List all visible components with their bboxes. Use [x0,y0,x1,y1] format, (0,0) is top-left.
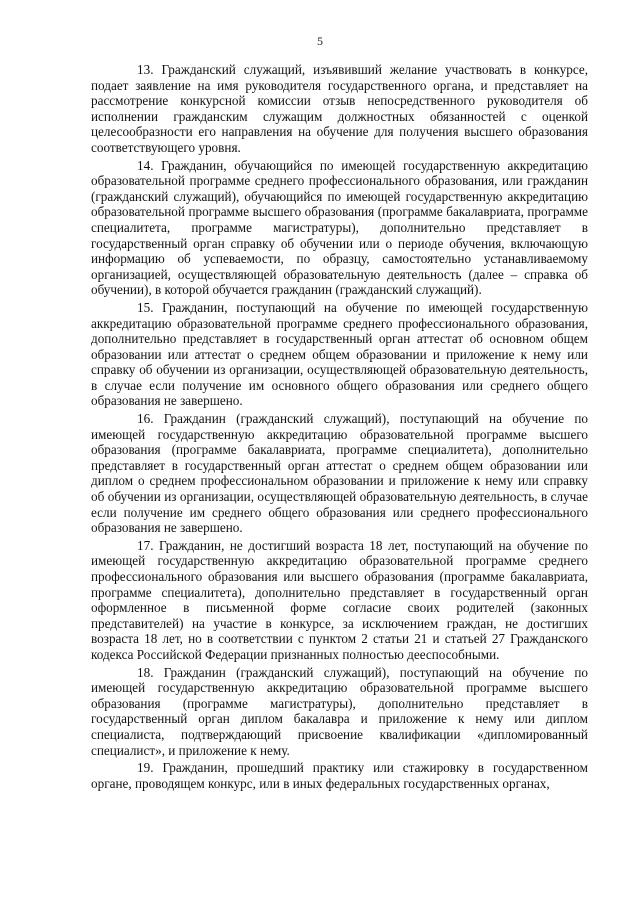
page-number: 5 [317,34,323,48]
paragraph-18: 18. Гражданин (гражданский служащий), поступающий на обучение по имеющей государственную аккредитацию образовательной программе высшего образования (программе магистратуры), дополнительно представляет в государственный орган диплом бакалавра и приложение к нему или диплом специалиста, подтверждающий присвоение квалификации «дипломированный специалист», и приложение к нему. [91,664,588,758]
paragraph-13: 13. Гражданский служащий, изъявивший желание участвовать в конкурсе, подает заявление на имя руководителя государственного органа, и представляет на рассмотрение конкурсной комиссии отзыв непосредственного руководителя об исполнении гражданским служащим должностных обязанностей с оценкой целесообразности его направления на обучение для получения высшего образования соответствующего уровня. [91,62,588,155]
paragraph-16: 16. Гражданин (гражданский служащий), поступающий на обучение по имеющей государственную аккредитацию образовательной программе высшего образования (программе бакалавриата, программе специалитета), дополнительно представляет в государственный орган аттестат о среднем общем образовании или диплом о среднем профессиональном образовании и приложение к нему или справку об обучении из организации, осуществляющей образовательную деятельность, в случае если получение им среднего общего образования или среднего профессионального образования не завершено. [91,411,588,536]
paragraph-15: 15. Гражданин, поступающий на обучение по имеющей государственную аккредитацию образовательной программе среднего профессионального образования, дополнительно представляет в государственный орган аттестат об основном общем образовании или аттестат о среднем общем образовании и приложение к нему или справку об обучении из организации, осуществляющей образовательную деятельность, в случае если получение им основного общего образования или среднего общего образования не завершено. [91,299,588,409]
paragraph-17: 17. Гражданин, не достигший возраста 18 лет, поступающий на обучение по имеющей государственную аккредитацию образовательной программе среднего профессионального образования или высшего образования (программе бакалавриата, программе специалитета), дополнительно представляет в государственный орган оформленное в письменной форме согласие своих родителей (законных представителей) на участие в конкурсе, за исключением граждан, не достигших возраста 18 лет, но в соответствии с пунктом 2 статьи 21 и статьей 27 Гражданского кодекса Российской Федерации признанных полностью дееспособными. [91,537,588,662]
paragraph-14: 14. Гражданин, обучающийся по имеющей государственную аккредитацию образовательной программе среднего профессионального образования, или гражданин (гражданский служащий), обучающийся по имеющей государственную аккредитацию образовательной программе высшего образования (программе бакалавриата, программе специалитета, программе магистратуры), дополнительно представляет в государственный орган справку об обучении или о периоде обучения, включающую информацию об успеваемости, по образцу, самостоятельно устанавливаемому организацией, осуществляющей образовательную деятельность (далее – справка об обучении), в которой обучается гражданин (гражданский служащий). [91,157,588,298]
paragraph-19: 19. Гражданин, прошедший практику или стажировку в государственном органе, проводящем конкурс, или в иных федеральных государственных органах, [91,760,588,791]
document-body [91,62,588,793]
